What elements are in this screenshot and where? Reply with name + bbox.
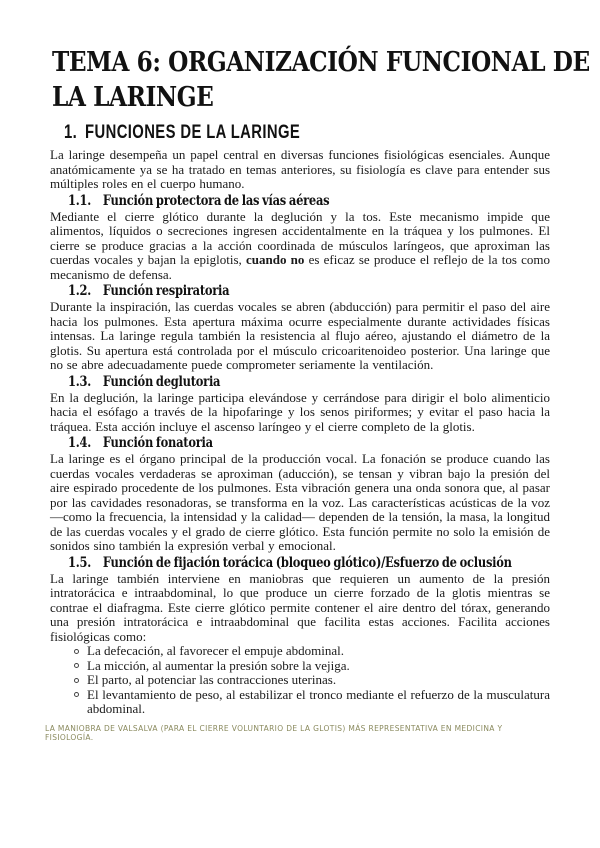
subsection-number: 1.2. — [68, 283, 91, 299]
list-item: La defecación, al favorecer el empuje abdominal. — [50, 644, 550, 659]
page-title — [52, 45, 590, 115]
subsection-title: Función deglutoria — [102, 373, 221, 390]
page-title-line-2: LA LARINGE — [52, 82, 214, 113]
section-number: 1. — [64, 122, 78, 143]
subsection-paragraph-1-3: En la deglución, la laringe participa elevándose y cerrándose para dirigir el bolo alimenticio hacia el esófago a través de la hipofaringe y los senos piriformes; y evitar el paso hacia la tráquea. Esta acción incluye el ascenso laríngeo y el cierre completo de la glotis. — [50, 389, 550, 434]
subsection-heading-1-4 — [68, 435, 550, 452]
circle-bullet-icon — [74, 649, 79, 654]
subsection-number: 1.4. — [68, 435, 91, 451]
subsection-paragraph-1-4: La laringe es el órgano principal de la producción vocal. La fonación se produce cuando las cuerdas vocales verdaderas se aproximan (aducción), se tensan y vibran bajo la presión del aire espirado procedente de los pulmones. Esta vibración genera una onda sonora que, al pasar por las cavidades resonadoras, se transforma en la voz. Las características acústicas de la voz —como la frecuencia, la intensidad y la calidad— dependen de la tensión, la masa, la longitud de las cuerdas vocales y el grado de cierre glótico. Esta función permite no solo la emisión de sonidos sino también la expresión verbal y emocional. — [50, 451, 550, 553]
circle-bullet-icon — [74, 678, 79, 683]
subsection-title: Función protectora de las vías aéreas — [102, 192, 330, 209]
subsection-number: 1.1. — [68, 192, 91, 209]
subsection-paragraph-1-1: Mediante el cierre glótico durante la deglución y la tos. Este mecanismo impide que alimentos, líquidos o secreciones ingresen accidentalmente en la tráquea y los pulmones. El cierre se produce gracias a la acción coordinada de músculos laríngeos, que aproximan las cuerdas vocales y bajan la epiglotis, cuando no es eficaz se produce el reflejo de la tos como mecanismo de defensa. — [50, 208, 550, 282]
subsection-title: Función de fijación torácica (bloqueo glótico)/Esfuerzo de oclusión — [102, 554, 512, 571]
subsection-number: 1.3. — [68, 373, 91, 390]
bold-phrase: cuando no — [245, 252, 305, 267]
circle-bullet-icon — [74, 692, 79, 697]
list-item: El parto, al potenciar las contracciones uterinas. — [50, 673, 550, 688]
subsection-heading-1-3 — [68, 374, 550, 391]
section-heading — [64, 122, 550, 145]
subsection-title: Función fonatoria — [102, 435, 213, 451]
section-title: FUNCIONES DE LA LARINGE — [85, 122, 301, 143]
subsection-number: 1.5. — [68, 554, 91, 571]
page-title-line-1: TEMA 6: ORGANIZACIÓN FUNCIONAL DE — [52, 47, 590, 78]
subsection-heading-1-5 — [68, 555, 550, 572]
list-item: La micción, al aumentar la presión sobre la vejiga. — [50, 659, 550, 674]
subsection-heading-1-2 — [68, 283, 550, 300]
list-item: El levantamiento de peso, al estabilizar el tronco mediante el refuerzo de la musculatura abdominal. — [50, 688, 550, 717]
circle-bullet-icon — [74, 663, 79, 668]
subsection-heading-1-1 — [68, 193, 550, 210]
footnote-annotation: LA MANIOBRA DE VALSALVA (PARA EL CIERRE VOLUNTARIO DE LA GLOTIS) MÁS REPRESENTATIVA EN MEDICINA Y FISIOLOGÍA. — [45, 723, 503, 742]
subsection-title: Función respiratoria — [102, 283, 230, 299]
subsection-paragraph-1-5: La laringe también interviene en maniobras que requieren un aumento de la presión intratorácica e intraabdominal, lo que produce un cierre forzado de la glotis mientras se contrae el diafragma. Este cierre glótico permite contener el aire dentro del tórax, generando una presión intratorácica e intraabdominal que facilita estas acciones. Facilita acciones fisiológicas como: — [50, 570, 550, 644]
intro-paragraph: La laringe desempeña un papel central en diversas funciones fisiológicas esenciales. Aunque anatómicamente ya se ha tratado en temas anteriores, su fisiología es clave para entender sus múltiples roles en el cuerpo humano. — [50, 147, 550, 191]
subsection-paragraph-1-2: Durante la inspiración, las cuerdas vocales se abren (abducción) para permitir el paso del aire hacia los pulmones. Esta apertura máxima ocurre especialmente durante actividades físicas intensas. La laringe regula también la resistencia al flujo aéreo, ajustando el diámetro de la glotis. Su apertura está controlada por el músculo cricoaritenoideo posterior. Una laringe que no se abre adecuadamente puede comprometer seriamente la ventilación. — [50, 299, 550, 372]
bullet-list — [50, 644, 550, 717]
